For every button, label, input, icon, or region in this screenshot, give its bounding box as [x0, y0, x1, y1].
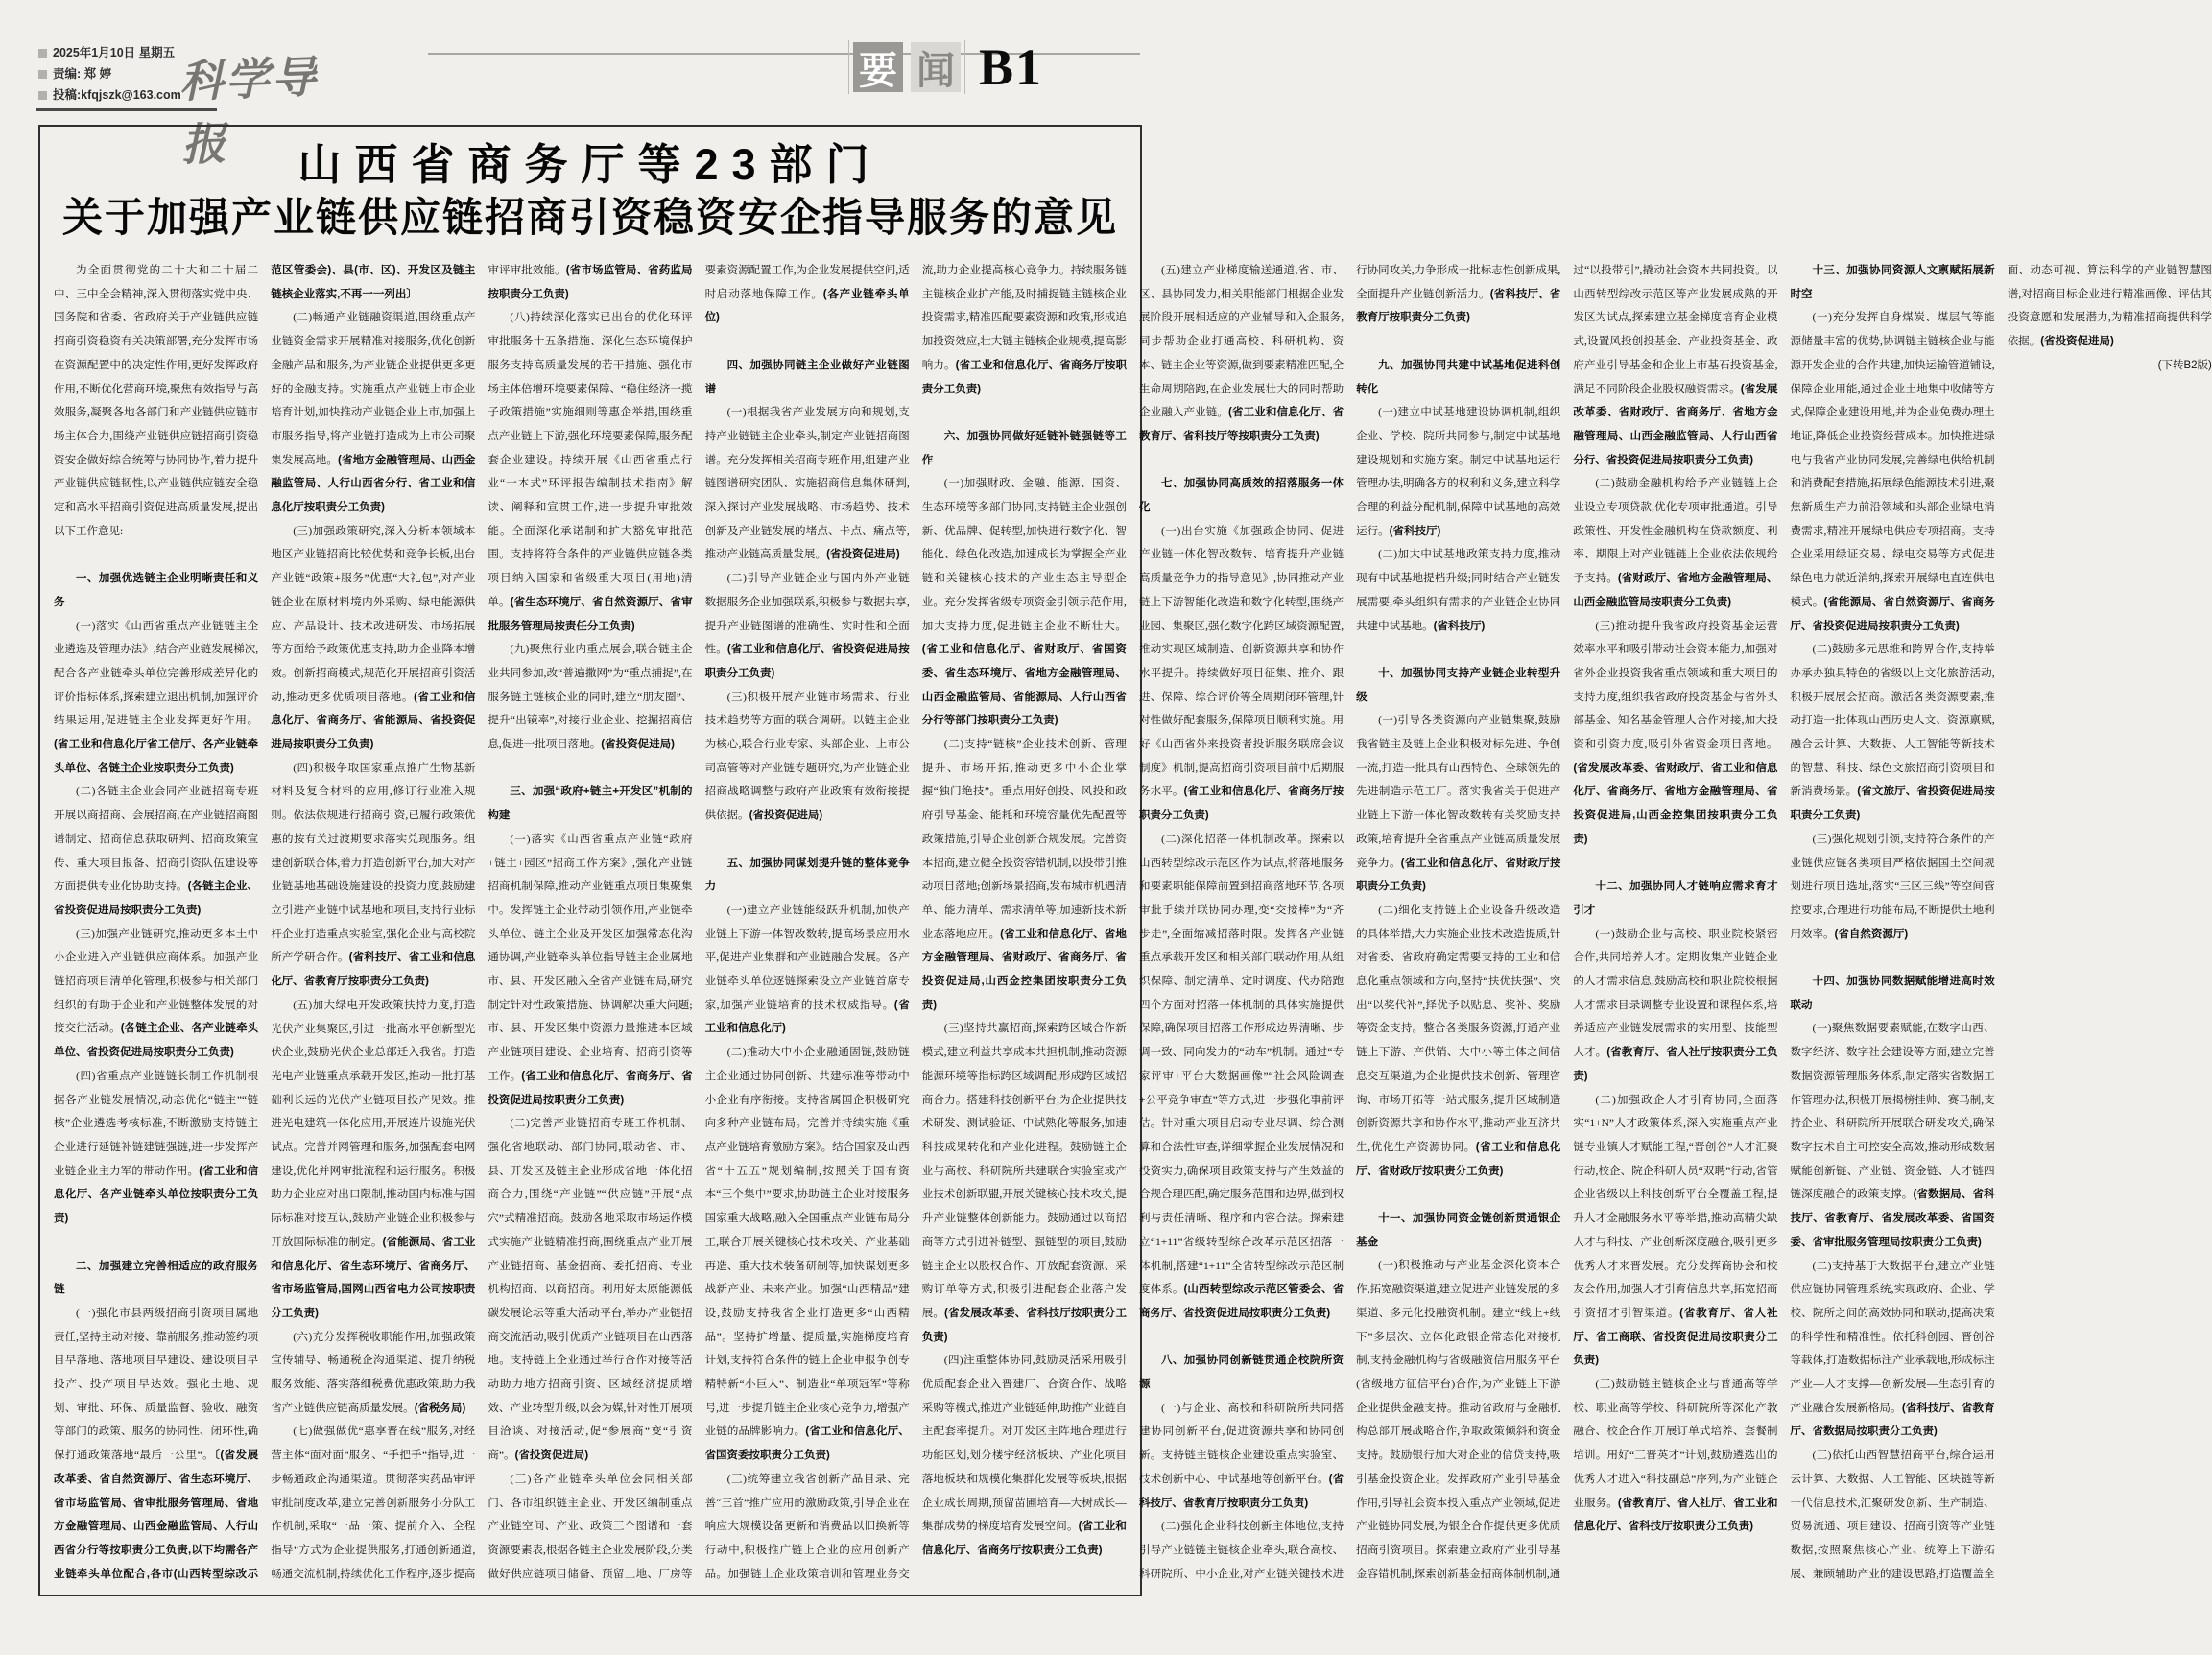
- article-paragraph: (六)充分发挥税收职能作用,加强政策宣传辅导、畅通税企沟通渠道、提升纳税服务效能、落实落细税费优惠政策,助力我省产业链供应链高质量发展。(省税务局): [271, 1331, 476, 1414]
- responsibility-attribution: (省税务局): [414, 1402, 466, 1414]
- responsibility-attribution: (省工业和信息化厅、省商务厅、省能源局、省投资促进局按职责分工负责): [271, 691, 476, 751]
- responsibility-attribution: (省科技厅、省教育厅、省数据局按职责分工负责): [1790, 1402, 1995, 1438]
- article-paragraph: (二)推动大中小企业融通固链,鼓励链主企业通过协同创新、共建标准等带动中小企业有序衔接。支持省属国企积极研究向多种产业链布局。完善并持续实施《重点产业链培育激励方案》。结合国家及山西省“十五五”规划编制,按照关于国有资本“三个集中”要求,协助链主企业对接服务国家重大战略,融入全国重点产业链布局分工,联合开展关键核心技术攻关、产业基础再造、重大技术装备研制等,加快谋划更多战新产业、未来产业。加强“山西精品”建设,鼓励支持我省企业打造更多“山西精品”。坚持扩增量、提质量,实施梯度培育计划,支持符合条件的链上企业申报争创专精特新“小巨人”、制造业“单项冠军”等称号,进一步提升链主企业核心竞争力,增强产业链的品牌影响力。(省工业和信息化厅、省国资委按职责分工负责): [704, 1047, 910, 1462]
- badge-divider: [964, 40, 965, 94]
- article-paragraph: (二)加大中试基地政策支持力度,推动现有中试基地提档升级;同时结合产业链发展需要,牵头组织有需求的产业链企业协同共建中试基地。(省科技厅): [1356, 549, 1561, 632]
- responsibility-attribution: (省工业和信息化厅、省商务厅按职责分工负责): [921, 359, 1127, 395]
- responsibility-attribution: (省工业和信息化厅省工信厅、各产业链牵头单位、各链主企业按职责分工负责): [54, 739, 259, 774]
- article-paragraph: (一)与企业、高校和科研院所共同搭建协同创新平台,促进资源共享和协同创新。支持链主链核企业建设重点实验室、技术创新中心、中试基地等创新平台。(省科技厅、省教育厅按职责分工负责): [1138, 1402, 1344, 1509]
- section-heading: 十二、加强协同人才链响应需求育才引才: [1573, 881, 1778, 916]
- section-badge-char-2: 闻: [911, 42, 961, 92]
- responsibility-attribution: (省投资促进局): [2040, 336, 2114, 348]
- section-heading: 二、加强建立完善相适应的政府服务链: [54, 1260, 259, 1296]
- article-paragraph: (九)聚焦行业内重点展会,联合链主企业共同参加,改“普遍撒网”为“重点捕捉”,在服务链主链核企业的同时,建立“朋友圈”、提升“出镜率”,对接行业企业、挖掘招商信息,促进一批项目落地。(省投资促进局): [488, 644, 693, 751]
- responsibility-attribution: (省工业和信息化厅、省投资促进局按职责分工负责): [704, 644, 910, 679]
- responsibility-attribution: (各链主企业、省投资促进局按职责分工负责): [54, 881, 259, 916]
- article-paragraph: (二)强化企业科技创新主体地位,支持引导产业链链主链核企业牵头,联合高校、科研院所、中小企业,对产业链关键技术进行协同攻关,力争形成一批标志性创新成果,全面提升产业链创新活力。(省科技厅、省教育厅按职责分工负责): [1138, 265, 1561, 1580]
- submission-row: [38, 84, 181, 106]
- continued-on-note: (下转B2版): [2157, 359, 2212, 371]
- responsibility-attribution: (省自然资源厅): [1834, 928, 1909, 940]
- article-columns: [54, 259, 2212, 1589]
- article-paragraph: 为全面贯彻党的二十大和二十届二中、三中全会精神,深入贯彻落实党中央、国务院和省委、省政府关于产业链供应链招商引资稳资有关决策部署,充分发挥市场在资源配置中的决定性作用,更好发挥政府作用,不断优化营商环境,聚焦有效指导与高效服务,凝聚各地各部门和产业链供应链市场主体合力,围绕产业链供应链招商引资稳资安企做好综合统筹与协同协作,着力提升产业链供应链韧性,以产业链供应链安全稳定和高水平招商引资促进高质量发展,提出以下工作意见:: [54, 265, 259, 537]
- article-paragraph: (一)建立产业链能级跃升机制,加快产业链上下游一体智改数转,提高场景应用水平,促进产业集群和产业链融合发展。各产业链牵头单位逐链探索设立产业链首席专家,加强产业链培育的技术权威指导。(省工业和信息化厅): [704, 904, 910, 1035]
- newspaper-logo: 科学导报: [178, 52, 319, 170]
- responsibility-attribution: (省生态环境厅、省自然资源厅、省审批服务管理局按责任分工负责): [488, 596, 693, 632]
- responsibility-attribution: (省工业和信息化厅、省财政厅、省国资委、省生态环境厅、省地方金融管理局、山西金融监管局、省能源局、人行山西省分行等部门按职责分工负责): [921, 644, 1127, 727]
- date-row: [38, 42, 181, 63]
- responsibility-attribution: (省能源局、省自然资源厅、省商务厅、省投资促进局按职责分工负责): [1790, 596, 1995, 632]
- responsibility-attribution: (省发展改革委、省财政厅、省商务厅、省地方金融管理局、山西金融监管局、人行山西省分行、省投资促进局按职责分工负责): [1573, 383, 1778, 466]
- responsibility-attribution: (省工业和信息化厅、省商务厅按职责分工负责): [921, 1521, 1127, 1556]
- article-paragraph: (五)建立产业梯度输送通道,省、市、区、县协同发力,相关职能部门根据企业发展阶段开展相适应的产业辅导和入企服务,同步帮助企业打通高校、科研机构、资本、链主企业等资源,做到要素精准匹配,全生命周期陪跑,在企业发展壮大的同时帮助企业融入产业链。(省工业和信息化厅、省教育厅、省科技厅等按职责分工负责): [1138, 265, 1344, 442]
- responsibility-attribution: (山西转型综改示范区管委会、省商务厅、省投资促进局按职责分工负责): [1138, 1284, 1344, 1319]
- article-paragraph: (三)各产业链牵头单位会同相关部门、各市组织链主企业、开发区编制重点产业链空间、产业、政策三个图谱和一套资源要素表,根据各链主企业发展阶段,分类做好供应链项目储备、预留土地、厂房等要素资源配置工作,为企业发展提供空间,适时启动落地保障工作。(各产业链牵头单位): [488, 265, 910, 1580]
- responsibility-attribution: (省投资促进局): [826, 549, 900, 561]
- section-heading: 七、加强协同高质效的招落服务一体化: [1138, 478, 1344, 514]
- responsibility-attribution: (省工业和信息化厅、省财政厅按职责分工负责): [1356, 1141, 1561, 1177]
- section-badge-char-1: 要: [853, 42, 903, 92]
- responsibility-attribution: (省文旅厅、省投资促进局按职责分工负责): [1790, 786, 1995, 822]
- article-paragraph: (二)细化支持链上企业设备升级改造的具体举措,大力实施企业技术改造提质,针对省委、省政府确定需要支持的工业和信息化重点领域和方向,坚持“扶优扶强”、突出“以奖代补”,择优予以贴息、奖补、奖励等资金支持。整合各类服务资源,打通产业链上下游、产供销、大中小等主体之间信息交互渠道,为企业提供技术创新、管理咨询、市场开拓等一站式服务,提升区域制造创新资源共享和协作水平,推动产业互济共生,优化生产资源协同。(省工业和信息化厅、省财政厅按职责分工负责): [1356, 904, 1561, 1177]
- article-paragraph: (三)加强产业链研究,推动更多本土中小企业进入产业链供应商体系。加强产业链招商项目清单化管理,积极参与相关部门组织的有助于企业和产业链整体发展的对接交往活动。(各链主企业、各产业链牵头单位、省投资促进局按职责分工负责): [54, 928, 259, 1059]
- responsibility-attribution: (省科技厅、省教育厅按职责分工负责): [1356, 288, 1561, 324]
- section-heading: 一、加强优选链主企业明晰责任和义务: [54, 573, 259, 608]
- article-paragraph: (一)落实《山西省重点产业链链主企业遴选及管理办法》,结合产业链发展梯次,配合各产业链牵头单位完善形成差异化的评价指标体系,探索建立退出机制,加强评价结果运用,促进链主企业发挥更好作用。(省工业和信息化厅省工信厅、各产业链牵头单位、各链主企业按职责分工负责): [54, 620, 259, 774]
- section-heading: 九、加强协同共建中试基地促进科创转化: [1356, 359, 1561, 395]
- responsibility-attribution: (省工业和信息化厅、省国资委按职责分工负责): [704, 1426, 910, 1462]
- responsibility-attribution: (省工业和信息化厅、省商务厅、省投资促进局按职责分工负责): [488, 1070, 693, 1106]
- section-heading: 十三、加强协同资源人文禀赋拓展新时空: [1790, 265, 1995, 300]
- responsibility-attribution: (省数据局、省科技厅、省教育厅、省发展改革委、省国资委、省审批服务管理局按职责分工负责): [1790, 1189, 1995, 1248]
- article-paragraph: (三)坚持共赢招商,探索跨区域合作新模式,建立利益共享成本共担机制,推动资源能源环境等指标跨区域调配,形成跨区域招商合力。搭建科技创新平台,为企业提供技术研发、测试验证、中试熟化等服务,加速科技成果转化和产业化进程。鼓励链主企业与高校、科研院所共建联合实验室或产业技术创新联盟,开展关键核心技术攻关,提升产业链整体创新能力。鼓励通过以商招商等方式引进补链型、强链型的项目,鼓励链主企业以股权合作、开放配套资源、采购订单等方式,积极引进配套企业落户发展。(省发展改革委、省科技厅按职责分工负责): [921, 1023, 1127, 1343]
- section-heading: 十一、加强协同资金链创新贯通银企基金: [1356, 1213, 1561, 1248]
- responsibility-attribution: (省投资促进局): [749, 810, 823, 822]
- section-heading: 六、加强协同做好延链补链强链等工作: [921, 430, 1127, 466]
- article-paragraph: (四)注重整体协同,鼓励灵活采用吸引优质配套企业入晋建厂、合资合作、战略采购等模式,推进产业链延伸,助推产业链自主配套率提升。对开发区主阵地合理进行功能区划,划分楼宇经济板块、产业化项目落地板块和规模化集群化发展等板块,根据企业成长周期,预留苗圃培育—大树成长—集群成势的梯度培育发展空间。(省工业和信息化厅、省商务厅按职责分工负责): [921, 1355, 1127, 1556]
- responsibility-attribution: (省教育厅、省人社厅按职责分工负责): [1573, 1047, 1778, 1082]
- responsibility-attribution: (省投资促进局): [601, 739, 675, 751]
- issue-date: 2025年1月10日 星期五: [53, 46, 176, 59]
- article-paragraph: (四)积极争取国家重点推广生物基新材料及复合材料的应用,修订行业准入规则。依法依规进行招商引资,已履行政策优惠的按有关过渡期要求落实兑现服务。组建创新联合体,着力打造创新平台,加大对产业链基地基础设施建设的投资力度,鼓励建立引进产业链中试基地和项目,支持行业标杆企业打造重点实验室,强化企业与高校院所产学研合作。(省科技厅、省工业和信息化厅、省教育厅按职责分工负责): [271, 762, 476, 988]
- page-number: B1: [979, 38, 1044, 96]
- responsibility-attribution: (省能源局、省工业和信息化厅、省生态环境厅、省商务厅、省市场监管局,国网山西省电力公司按职责分工负责): [271, 1236, 476, 1319]
- article-paragraph: (二)鼓励多元思维和跨界合作,支持举办承办独具特色的省级以上文化旅游活动,积极开展展会招商。激活各类资源要素,推动打造一批体现山西历史人文、资源禀赋,融合云计算、大数据、人工智能等新技术的智慧、科技、绿色文旅招商引资项目和新消费场景。(省文旅厅、省投资促进局按职责分工负责): [1790, 644, 1995, 822]
- responsibility-attribution: (省工业和信息化厅、省地方金融管理局、省财政厅、省商务厅、省投资促进局,山西金控集团按职责分工负责): [921, 928, 1127, 1011]
- responsibility-attribution: (各链主企业、各产业链牵头单位、省投资促进局按职责分工负责): [54, 1023, 259, 1059]
- article-paragraph: (一)加强财政、金融、能源、国资、生态环境等多部门协同,支持链主企业强创新、优品牌、促转型,加快进行数字化、智能化、绿色化改造,加速成长为掌握全产业链和关键核心技术的产业生态主导型企业。充分发挥省级专项资金引领示范作用,加大支持力度,促进链主企业不断壮大。(省工业和信息化厅、省财政厅、省国资委、省生态环境厅、省地方金融管理局、山西金融监管局、省能源局、人行山西省分行等部门按职责分工负责): [921, 478, 1127, 727]
- article-box: [38, 125, 2212, 1596]
- article-paragraph: (二)支持“链核”企业技术创新、管理提升、市场开拓,推动更多中小企业掌握“独门绝技”。重点用好创投、风投和政府引导基金、能耗和环境容量优先配置等政策措施,引导企业创新合规发展。完善资本招商,建立健全投资容错机制,以投带引推动项目落地;创新场景招商,发布城市机遇清单、能力清单、需求清单等,加速新技术新业态落地应用。(省工业和信息化厅、省地方金融管理局、省财政厅、省商务厅、省投资促进局,山西金控集团按职责分工负责): [921, 739, 1127, 1011]
- responsibility-attribution: 〔(省发展改革委、省自然资源厅、省生态环境厅、省市场监管局、省审批服务管理局、省地方金融管理局、山西金融监管局、人行山西省分行等按职责分工负责,以下均需各产业链牵头单位配合,各市(山西转型综改示范区管委会)、县(市、区)、开发区及链主链核企业落实,不再一一列出〕: [54, 265, 476, 1580]
- responsibility-attribution: (省发展改革委、省财政厅、省工业和信息化厅、省商务厅、省地方金融管理局、省投资促进局,山西金控集团按职责分工负责): [1573, 762, 1778, 845]
- editor-row: [38, 63, 181, 84]
- responsibility-attribution: (省科技厅): [1389, 525, 1441, 537]
- editor-name: 责编: 郑 婷: [53, 67, 112, 81]
- article-paragraph: (七)做强做优“惠享晋在线”服务,对经营主体“面对面”服务、“手把手”指导,进一步畅通政企沟通渠道。贯彻落实药品审评审批制度改革,建立完善创新服务小分队工作机制,采取“一品一策、提前介入、全程指导”方式为企业提供服务,打通创新通道,畅通交流机制,持续优化工作程序,逐步提高审评审批效能。(省市场监管局、省药监局按职责分工负责): [271, 265, 693, 1580]
- article-paragraph: (三)统筹建立我省创新产品目录、完善“三首”推广应用的激励政策,引导企业在响应大规模设备更新和消费品以旧换新等行动中,积极推广链上企业的应用创新产品。加强链上企业政策培训和管理业务交流,助力企业提高核心竞争力。持续服务链主链核企业扩产能,及时捕捉链主链核企业投资需求,精准匹配要素资源和政策,形成追加投资效应,壮大链主链核企业规模,提高影响力。(省工业和信息化厅、省商务厅按职责分工负责): [704, 265, 1127, 1580]
- badge-divider: [848, 40, 849, 94]
- section-heading: 十、加强协同支持产业链企业转型升级: [1356, 667, 1561, 703]
- article-paragraph: (二)加强政企人才引育协同,全面落实“1+N”人才政策体系,深入实施重点产业链专业镇人才赋能工程,“晋创谷”人才汇聚行动,校企、院企科研人员“双聘”行动,省管企业省级以上科技创新平台全覆盖工程,提升人才金融服务水平等举措,推动高精尖缺人才与科技、产业创新深度融合,吸引更多优秀人才来晋发展。充分发挥商协会和校友会作用,加强人才引育信息共享,拓宽招商引资招才引智渠道。(省教育厅、省人社厅、省工商联、省投资促进局按职责分工负责): [1573, 1094, 1778, 1367]
- bullet-square-icon: [38, 91, 47, 100]
- article-paragraph: (一)聚焦数据要素赋能,在数字山西、数字经济、数字社会建设等方面,建立完善数据资源管理服务体系,制定落实省数据工作管理办法,积极开展揭榜挂帅、赛马制,支持企业、科研院所开展联合研发攻关,确保数字技术自主可控安全高效,推动形成数据赋能创新链、产业链、资金链、人才链四链深度融合的政策支撑。(省数据局、省科技厅、省教育厅、省发展改革委、省国资委、省审批服务管理局按职责分工负责): [1790, 1023, 1995, 1248]
- article-paragraph: (二)各链主企业会同产业链招商专班开展以商招商、会展招商,在产业链招商图谱制定、招商信息获取研判、招商政策宣传、重大项目报备、招商引资队伍建设等方面提供专业化协助支持。(各链主企业、省投资促进局按职责分工负责): [54, 786, 259, 916]
- masthead-meta: [38, 42, 181, 106]
- article-paragraph: (一)落实《山西省重点产业链“政府+链主+园区”招商工作方案》,强化产业链招商机制保障,推动产业链重点项目集聚集中。发挥链主企业带动引领作用,产业链牵头单位、链主企业及开发区加强常态化沟通协调,产业链牵头单位指导链主企业属地市、县、开发区融入全省产业链布局,研究制定针对性政策措施、协调解决重大问题;市、县、开发区集中资源力量推进本区域产业链项目建设、企业培育、招商引资等工作。(省工业和信息化厅、省商务厅、省投资促进局按职责分工负责): [488, 833, 693, 1106]
- section-heading: 十四、加强协同数据赋能增进高时效联动: [1790, 976, 1995, 1011]
- responsibility-attribution: (省发展改革委、省科技厅按职责分工负责): [921, 1307, 1127, 1343]
- article-paragraph: (五)加大绿电开发政策扶持力度,打造光伏产业集聚区,引进一批高水平创新型光伏企业,鼓励光伏企业总部迁入我省。打造光电产业链重点承载开发区,推动一批打基础利长远的光伏产业链项目投产见效。推进光电建筑一体化应用,开展连片设施光伏试点。完善并网管理和服务,加强配套电网建设,优化并网审批流程和运行服务。积极助力企业应对出口限制,推动国内标准与国际标准对接互认,鼓励产业链企业积极参与开放国际标准的制定。(省能源局、省工业和信息化厅、省生态环境厅、省商务厅、省市场监管局,国网山西省电力公司按职责分工负责): [271, 999, 476, 1319]
- responsibility-attribution: (省财政厅、省地方金融管理局、山西金融监管局按职责分工负责): [1573, 573, 1778, 608]
- submission-email: 投稿:kfqjszk@163.com: [53, 88, 181, 102]
- article-title-line2: 关于加强产业链供应链招商引资稳资安企指导服务的意见: [61, 195, 1118, 240]
- responsibility-attribution: (省教育厅、省人社厅、省工商联、省投资促进局按职责分工负责): [1573, 1307, 1778, 1367]
- responsibility-attribution: (省投资促进局): [514, 1450, 589, 1462]
- responsibility-attribution: (省工业和信息化厅、省财政厅按职责分工负责): [1356, 857, 1561, 893]
- article-paragraph: (一)建立中试基地建设协调机制,组织企业、学校、院所共同参与,制定中试基地建设规划和实施方案。制定中试基地运行管理办法,明确各方的权利和义务,建立科学合理的利益分配机制,保障中试基地的高效运行。(省科技厅): [1356, 407, 1561, 537]
- article-paragraph: (二)鼓励金融机构给予产业链链上企业设立专项贷款,优化专项审批通道。引导政策性、开发性金融机构在贷款额度、利率、期限上对产业链链上企业依法依规给予支持。(省财政厅、省地方金融管理局、山西金融监管局按职责分工负责): [1573, 478, 1778, 608]
- article-paragraph: (一)积极推动与产业基金深化资本合作,拓宽融资渠道,建立促进产业链发展的多渠道、多元化投融资机制。建立“线上+线下”多层次、立体化政银企常态化对接机制,支持金融机构与省级融资信用服务平台(省级地方征信平台)合作,为产业链上下游企业提供金融支持。推动省政府与金融机构总部开展战略合作,争取政策倾斜和资金支持。鼓励银行加大对企业的信贷支持,吸引基金投资企业。发挥政府产业引导基金作用,引导社会资本投入重点产业领域,促进产业链协同发展,为银企合作提供更多优质招商引资项目。探索建立政府产业引导基金容错机制,探索创新基金招商体制机制,通过“以投带引”,撬动社会资本共同投资。以山西转型综改示范区等产业发展成熟的开发区为试点,探索建立基金梯度培育企业模式,设置风投创投基金、产业投资基金、政府产业引导基金和企业上市基石投资基金,满足不同阶段企业股权融资需求。(省发展改革委、省财政厅、省商务厅、省地方金融管理局、山西金融监管局、人行山西省分行、省投资促进局按职责分工负责): [1356, 265, 1778, 1580]
- article-paragraph: (三)积极开展产业链市场需求、行业技术趋势等方面的联合调研。以链主企业为核心,联合行业专家、头部企业、上市公司高管等对产业链专题研究,为产业链企业招商战略调整与政府产业政策有效衔接提供依据。(省投资促进局): [704, 691, 910, 822]
- article-paragraph: (一)根据我省产业发展方向和规划,支持产业链链主企业牵头,制定产业链招商图谱。充分发挥相关招商专班作用,组建产业链图谱研究团队、实施招商信息集体研判,深入探讨产业发展战略、市场趋势、技术创新及产业链发展的堵点、卡点、痛点等,推动产业链高质量发展。(省投资促进局): [704, 407, 910, 561]
- article-paragraph: (二)畅通产业链融资渠道,围绕重点产业链资金需求开展精准对接服务,优化创新金融产品和服务,为产业链企业提供更多更好的金融支持。实施重点产业链上市企业培育计划,加快推动产业链企业上市,加强上市服务指导,将产业链打造成为上市公司聚集发展高地。(省地方金融管理局、山西金融监管局、人行山西省分行、省工业和信息化厅按职责分工负责): [271, 312, 476, 514]
- bullet-square-icon: [38, 70, 47, 79]
- article-paragraph: (三)强化规划引领,支持符合条件的产业链供应链各类项目严格依据国土空间规划进行项目选址,落实“三区三线”等空间管控要求,合理进行功能布局,不断提供土地利用效率。(省自然资源厅): [1790, 833, 1995, 940]
- section-heading: 三、加强“政府+链主+开发区”机制的构建: [488, 786, 693, 822]
- responsibility-attribution: (省地方金融管理局、山西金融监管局、人行山西省分行、省工业和信息化厅按职责分工负责): [271, 454, 476, 514]
- article-paragraph: (二)引导产业链企业与国内外产业链数据服务企业加强联系,积极参与数据共享,提升产业链图谱的准确性、实时性和全面性。(省工业和信息化厅、省投资促进局按职责分工负责): [704, 573, 910, 679]
- article-paragraph: (一)强化市县两级招商引资项目属地责任,坚持主动对接、靠前服务,推动签约项目早落地、落地项目早建设、建设项目早投产、投产项目早达效。强化土地、规划、审批、环保、质量监督、验收、融资等部门的政策、服务的协同性、闭环性,确保打通政策落地“最后一公里”。〔(省发展改革委、省自然资源厅、省生态环境厅、省市场监管局、省审批服务管理局、省地方金融管理局、山西金融监管局、人行山西省分行等按职责分工负责,以下均需各产业链牵头单位配合,各市(山西转型综改示范区管委会)、县(市、区)、开发区及链主链核企业落实,不再一一列出〕: [54, 265, 476, 1580]
- section-badge: [848, 38, 1043, 96]
- responsibility-attribution: (省工业和信息化厅): [704, 999, 910, 1035]
- article-paragraph: (八)持续深化落实已出台的优化环评审批服务十五条措施、深化生态环境保护服务支持高质量发展的若干措施、强化市场主体倍增环境要素保障、“稳住经济一揽子政策措施”实施细则等惠企举措,围绕重点产业链上下游,强化环境要素保障,服务配套企业建设。持续开展《山西省重点行业“一本式”环评报告编制技术指南》解读、阐释和宣贯工作,进一步提升审批效能。全面深化承诺制和扩大豁免审批范围。支持将符合条件的产业链供应链各类项目纳入国家和省级重大项目(用地)清单。(省生态环境厅、省自然资源厅、省审批服务管理局按责任分工负责): [488, 312, 693, 632]
- responsibility-attribution: (省科技厅、省教育厅按职责分工负责): [1138, 1473, 1344, 1509]
- responsibility-attribution: (省科技厅): [1433, 620, 1486, 632]
- responsibility-attribution: (省教育厅、省人社厅、省工业和信息化厅、省科技厅按职责分工负责): [1573, 1497, 1778, 1533]
- article-paragraph: (一)充分发挥自身煤炭、煤层气等能源储量丰富的优势,协调链主链核企业与能源开发企业的合作共建,加快运输管道铺设,保障企业用能,通过企业土地集中收储等方式,保障企业建设用地,并为企业免费办理土地证,降低企业投资经营成本。加快推进绿电与我省产业协同发展,完善绿电供给机制和消费配套措施,拓展绿色能源技术引进,聚焦新质生产力前沿领域和头部企业绿电消费需求,精准开展绿电供应专项招商。支持企业采用绿证交易、绿电交易等方式促进绿色电力就近消纳,探索开展绿电直连供电模式。(省能源局、省自然资源厅、省商务厅、省投资促进局按职责分工负责): [1790, 312, 1995, 632]
- article-title-line1: 山西省商务厅等23部门: [297, 140, 883, 189]
- responsibility-attribution: (省工业和信息化厅、各产业链牵头单位按职责分工负责): [54, 1165, 259, 1225]
- section-heading: 四、加强协同链主企业做好产业链图谱: [704, 359, 910, 395]
- section-heading: 八、加强协同创新链贯通企校院所资源: [1138, 1355, 1344, 1391]
- section-heading: 五、加强协同谋划提升链的整体竞争力: [704, 857, 910, 893]
- article-paragraph: (二)完善产业链招商专班工作机制、强化省地联动、部门协同,联动省、市、县、开发区及链主企业形成省地一体化招商合力,围绕“产业链”“供应链”开展“点穴”式精准招商。鼓励各地采取市场运作模式实施产业链精准招商,围绕重点产业开展产业链招商、基金招商、委托招商、专业机构招商、以商招商。利用好太原能源低碳发展论坛等重大活动平台,举办产业链招商交流活动,吸引优质产业链项目在山西落地。支持链上企业通过举行合作对接等活动助力地方招商引资、区域经济提质增效、产业转型升级,以会为媒,针对性开展项目洽谈、对接活动,促“参展商”变“引资商”。(省投资促进局): [488, 1118, 693, 1462]
- article-paragraph: (二)深化招落一体机制改革。探索以山西转型综改示范区作为试点,将落地服务和要素职能保障前置到招商落地环节,各项审批手续并联协同办理,变“交接棒”为“齐步走”,全面缩减招落时限。发挥各产业链重点承载开发区和相关部门联动作用,从组织保障、制定清单、定时调度、代办陪跑四个方面对招落一体机制的具体实施提供保障,确保项目招落工作形成边界清晰、步调一致、同向发力的“动车”机制。通过“专家评审+平台大数据画像”“社会风险调查+公平竞争审查”等方式,进一步强化事前评估。针对重大项目启动专业尽调、综合测算和合法性审查,详细掌握企业发展情况和投资实力,确保项目政策支持与产生效益的合规合理匹配,确定服务范围和边界,做到权利与责任清晰、程序和内容合法。探索建立“1+11”省级转型综合改革示范区招落一体机制,搭建“1+11”全省转型综改示范区制度体系。(山西转型综改示范区管委会、省商务厅、省投资促进局按职责分工负责): [1138, 833, 1344, 1319]
- responsibility-attribution: (省工业和信息化厅、省商务厅按职责分工负责): [1138, 786, 1344, 822]
- responsibility-attribution: (各产业链牵头单位): [704, 288, 910, 324]
- article-paragraph: (三)加强政策研究,深入分析本领域本地区产业链招商比较优势和竞争长板,出台产业链“政策+服务”优惠“大礼包”,对产业链企业在原材料境内外采购、绿电能源供应、产品设计、技术改进研发、市场拓展等方面给予政策优惠支持,助力企业降本增效。创新招商模式,规范化开展招商引资活动,推动更多优质项目落地。(省工业和信息化厅、省商务厅、省能源局、省投资促进局按职责分工负责): [271, 525, 476, 751]
- article-paragraph: (三)推动提升我省政府投资基金运营效率水平和吸引带动社会资本能力,加强对省外企业投资我省重点领域和重大项目的支持力度,组织我省政府投资基金与省外头部基金、知名基金管理人合作对接,加大投资和引资力度,吸引外省资金项目落地。(省发展改革委、省财政厅、省工业和信息化厅、省商务厅、省地方金融管理局、省投资促进局,山西金控集团按职责分工负责): [1573, 620, 1778, 845]
- responsibility-attribution: (省市场监管局、省药监局按职责分工负责): [488, 265, 693, 300]
- responsibility-attribution: (省工业和信息化厅、省教育厅、省科技厅等按职责分工负责): [1138, 407, 1344, 442]
- responsibility-attribution: (省科技厅、省工业和信息化厅、省教育厅按职责分工负责): [271, 952, 476, 988]
- article-paragraph: (三)鼓励链主链核企业与普通高等学校、职业高等学校、科研院所等深化产教融合、校企合作,开展订单式培养、套餐制培训。用好“三晋英才”计划,鼓励遴选出的优秀人才进入“科技副总”序列,为产业链企业服务。(省教育厅、省人社厅、省工业和信息化厅、省科技厅按职责分工负责): [1573, 1379, 1778, 1533]
- article-paragraph: (一)引导各类资源向产业链集聚,鼓励我省链主及链上企业积极对标先进、争创一流,打造一批具有山西特色、全球领先的先进制造示范工厂。落实我省关于促进产业链上下游一体化智改数转有关奖励支持政策,培育提升全省重点产业链高质量发展竞争力。(省工业和信息化厅、省财政厅按职责分工负责): [1356, 715, 1561, 893]
- bullet-square-icon: [38, 49, 47, 58]
- article-paragraph: (一)出台实施《加强政企协同、促进产业链一体化智改数转、培育提升产业链高质量竞争力的指导意见》,协同推动产业链上下游智能化改造和数字化转型,围绕产业园、集聚区,强化数字化跨区域资源配置,推动实现区域制造、创新资源共享和协作水平提升。持续做好项目征集、推介、跟进、保障、综合评价等全周期闭环管理,针对性做好配套服务,保障项目顺利实施。用好《山西省外来投资者投诉服务联席会议制度》机制,提高招商引资项目前中后期服务水平。(省工业和信息化厅、省商务厅按职责分工负责): [1138, 525, 1344, 822]
- article-paragraph: (四)省重点产业链链长制工作机制根据各产业链发展情况,动态优化“链主”“链核”企业遴选考核标准,不断激励支持链主企业进行延链补链建链强链,进一步发挥产业链企业主力军的带动作用。(省工业和信息化厅、各产业链牵头单位按职责分工负责): [54, 1070, 259, 1225]
- article-paragraph: (三)依托山西智慧招商平台,综合运用云计算、大数据、人工智能、区块链等新一代信息技术,汇聚研发创新、生产制造、贸易流通、项目建设、招商引资等产业链数据,按照聚焦核心产业、统筹上下游拓展、兼顾辅助产业的建设思路,打造覆盖全面、动态可视、算法科学的产业链智慧图谱,对招商目标企业进行精准画像、评估其投资意愿和发展潜力,为精准招商提供科学依据。(省投资促进局): [1790, 265, 2212, 1580]
- article-paragraph: (一)鼓励企业与高校、职业院校紧密合作,共同培养人才。定期收集产业链企业的人才需求信息,鼓励高校和职业院校根据人才需求目录调整专业设置和课程体系,培养适应产业链发展需求的实用型、技能型人才。(省教育厅、省人社厅按职责分工负责): [1573, 928, 1778, 1082]
- article-paragraph: (二)支持基于大数据平台,建立产业链供应链协同管理系统,实现政府、企业、学校、院所之间的高效协同和联动,提高决策的科学性和精准性。依托科创园、晋创谷等载体,打造数据标注产业承载地,形成标注产业—人才支撑—创新发展—生态引育的产业融合发展新格局。(省科技厅、省教育厅、省数据局按职责分工负责): [1790, 1260, 1995, 1438]
